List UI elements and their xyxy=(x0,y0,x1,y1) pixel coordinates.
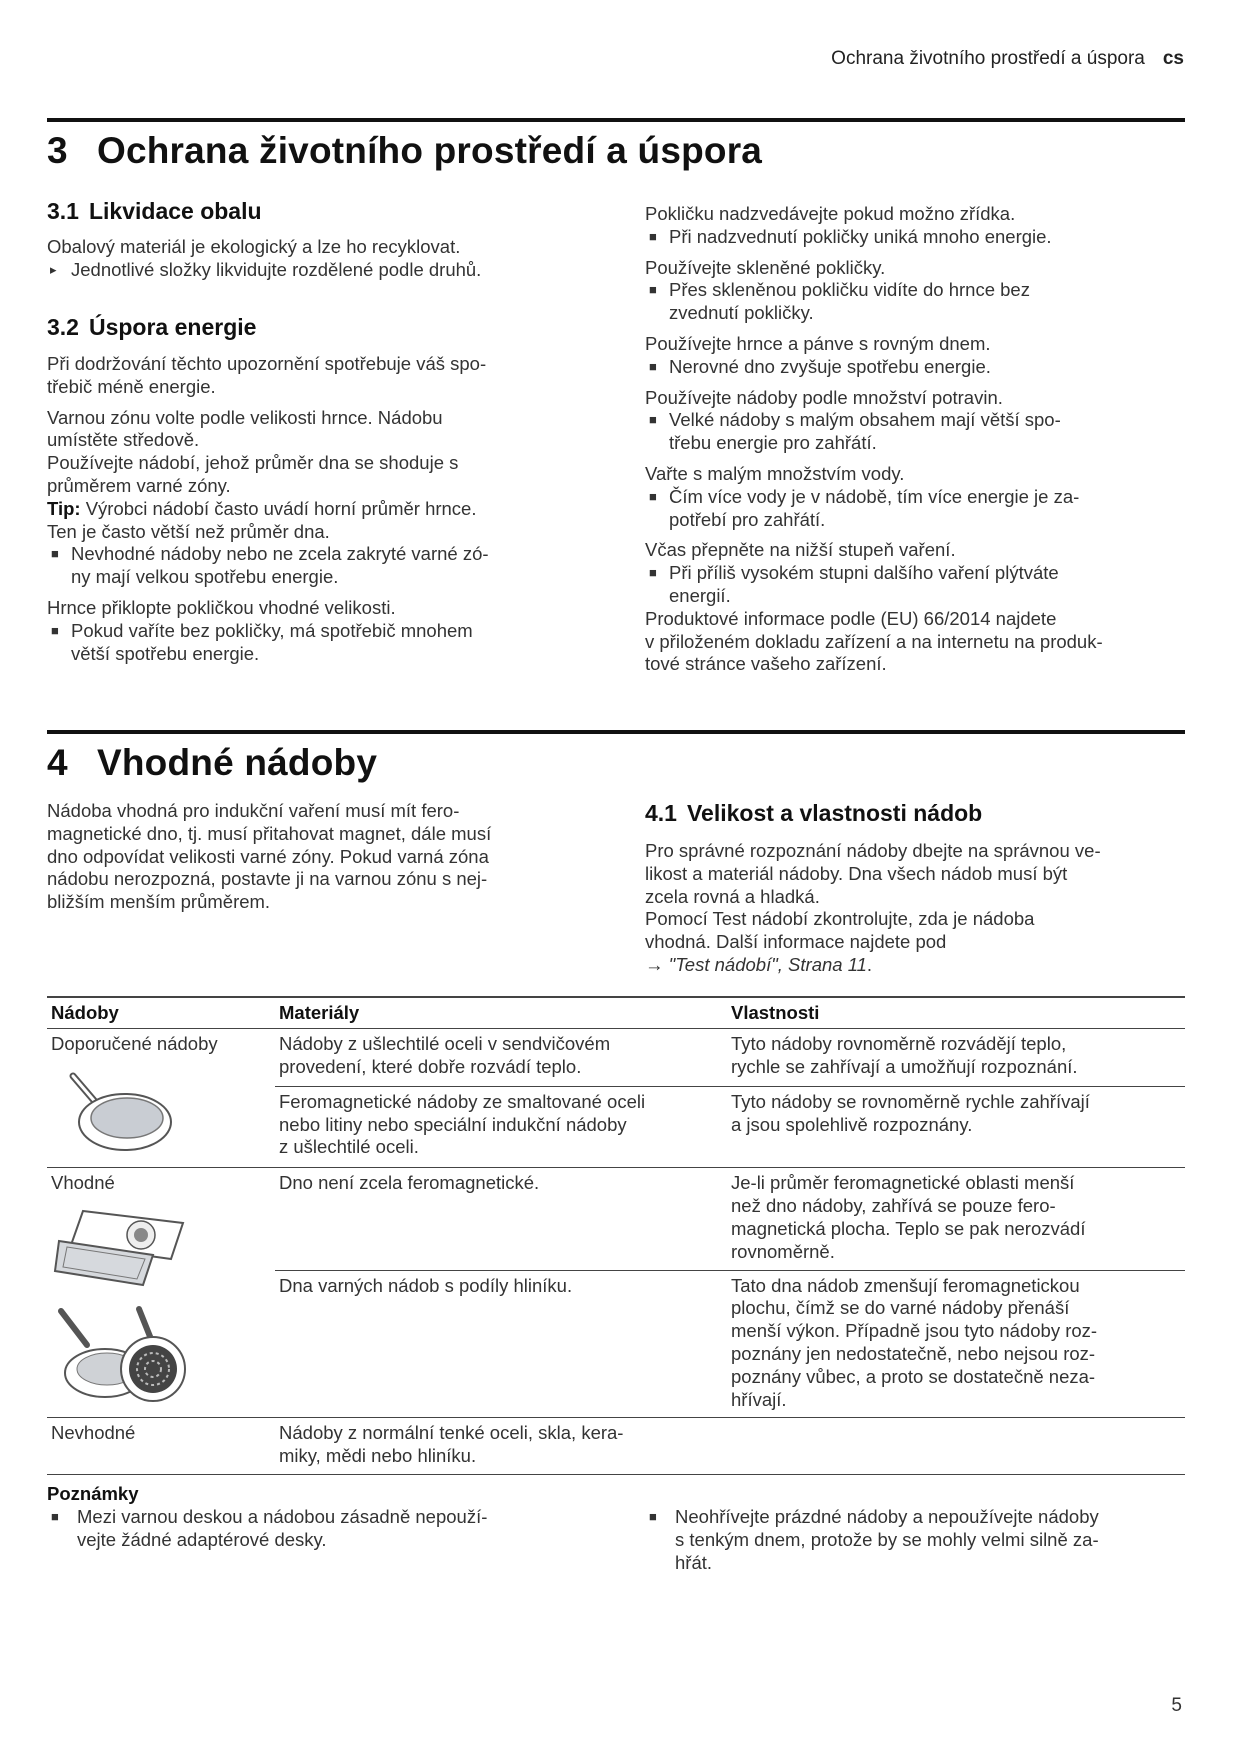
notes-title: Poznámky xyxy=(47,1483,139,1504)
grill-plate-icon xyxy=(53,1201,193,1291)
list-item: ■ Přes skleněnou pokličku vidíte do hrnce bez zvednutí pokličky. xyxy=(649,279,1030,324)
square-bullet-icon: ■ xyxy=(649,228,657,244)
list-item: ■ Nerovné dno zvyšuje spotřebu energie. xyxy=(649,355,991,377)
square-bullet-icon: ■ xyxy=(649,358,657,374)
square-bullet-icon: ■ xyxy=(51,1508,59,1524)
heading-4-1: 4.1 Velikost a vlastnosti nádob xyxy=(645,800,983,826)
section-3-2-right-text xyxy=(645,203,1190,676)
paragraph: Vařte s malým množstvím vody. xyxy=(645,462,905,484)
section-4-1-text xyxy=(645,840,1190,977)
material-cell: Feromagnetické nádoby ze smaltované oceli nebo litiny nebo speciální indukční nádoby z ušlechtilé oceli. xyxy=(275,1086,727,1168)
paragraph: Včas přepněte na nižší stupeň vaření. xyxy=(645,539,956,561)
material-cell: Nádoby z normální tenké oceli, skla, kera- miky, mědi nebo hliníku. xyxy=(275,1418,727,1475)
category-cell xyxy=(47,1168,275,1418)
cross-reference-link[interactable]: "Test nádobí", Strana 11 xyxy=(663,953,867,975)
square-bullet-icon: ■ xyxy=(51,622,59,638)
aluminium-pans-icon xyxy=(53,1305,193,1405)
square-bullet-icon: ■ xyxy=(649,1509,657,1524)
paragraph: Produktové informace podle (EU) 66/2014 najdete v přiloženém dokladu zařízení a na internetu na produk- tové stránce vašeho zařízení. xyxy=(645,607,1103,675)
paragraph: Při dodržování těchto upozornění spotřebuje váš spo- třebič méně energie. xyxy=(47,353,487,397)
paragraph: Obalový materiál je ekologický a lze ho recyklovat. xyxy=(47,236,461,257)
square-bullet-icon: ■ xyxy=(649,282,657,298)
property-cell: Tyto nádoby se rovnoměrně rychle zahřívají a jsou spolehlivě rozpoznány. xyxy=(727,1086,1185,1168)
paragraph: Používejte nádoby podle množství potravin. xyxy=(645,386,1003,408)
property-cell xyxy=(727,1418,1185,1475)
square-bullet-icon: ■ xyxy=(649,488,657,504)
column-header: Nádoby xyxy=(47,997,275,1028)
notes-right xyxy=(645,1506,1190,1574)
column-header: Vlastnosti xyxy=(727,997,1185,1028)
paragraph: Používejte hrnce a pánve s rovným dnem. xyxy=(645,332,991,354)
property-cell: Tyto nádoby rovnoměrně rozvádějí teplo, rychle se zahřívají a umožňují rozpoznání. xyxy=(727,1028,1185,1086)
category-cell: Nevhodné xyxy=(47,1418,275,1475)
paragraph: Pro správné rozpoznání nádoby dbejte na správnou ve- likost a materiál nádoby. Dna všech nádob musí být zcela rovná a hladká. Pomocí Test nádobí zkontrolujte, zda je nádoba vhodná. Další informace najdete pod → "Test nádobí", Strana 11. xyxy=(645,840,1101,975)
section-4-rule xyxy=(47,730,1185,734)
list-item: ■ Nevhodné nádoby nebo ne zcela zakryté varné zó- ny mají velkou spotřebu energie. xyxy=(51,543,489,588)
list-item: ■ Při nadzvednutí pokličky uniká mnoho energie. xyxy=(649,225,1052,247)
table-row xyxy=(47,1168,1185,1270)
notes-left xyxy=(47,1483,607,1551)
list-item: ■ Při příliš vysokém stupni dalšího vaření plýtváte energií. xyxy=(649,562,1059,606)
table-row xyxy=(47,1028,1185,1086)
list-item: ■ Velké nádoby s malým obsahem mají větší spo- třebu energie pro zahřátí. xyxy=(649,409,1061,454)
material-cell: Nádoby z ušlechtilé oceli v sendvičovém provedení, které dobře rozvádí teplo. xyxy=(275,1028,727,1086)
paragraph: Pokličku nadzvedávejte pokud možno zřídka. xyxy=(645,203,1016,224)
section-3-title: 3 Ochrana životního prostředí a úspora xyxy=(47,130,763,171)
running-header-title: Ochrana životního prostředí a úspora xyxy=(831,48,1145,69)
heading-3-2: 3.2 Úspora energie xyxy=(47,314,257,340)
square-bullet-icon: ■ xyxy=(649,565,657,581)
running-header xyxy=(831,48,1184,70)
tip: Tip: Výrobci nádobí často uvádí horní průměr hrnce. Ten je často větší než průměr dna. xyxy=(47,497,477,542)
page-number: 5 xyxy=(1171,1695,1182,1716)
paragraph: Používejte skleněné pokličky. xyxy=(645,256,886,278)
arrow-right-icon: → xyxy=(645,953,664,975)
material-cell: Dno není zcela feromagnetické. xyxy=(275,1168,727,1270)
category-label: Doporučené nádoby xyxy=(51,1032,218,1054)
material-cell: Dna varných nádob s podíly hliníku. xyxy=(275,1270,727,1418)
paragraph: Nádoba vhodná pro indukční vaření musí mít fero- magnetické dno, tj. musí přitahovat magnet, dále musí dno odpovídat velikosti varné zóny. Pokud varná zóna nádobu nerozpozná, postavte ji na varnou zónu s nej- bližším menším průměrem. xyxy=(47,800,492,913)
square-bullet-icon: ■ xyxy=(649,412,657,428)
section-4-title: 4 Vhodné nádoby xyxy=(47,742,378,783)
square-bullet-icon: ■ xyxy=(51,546,59,562)
table-row xyxy=(47,1418,1185,1475)
list-item: ■ Neohřívejte prázdné nádoby a nepoužívejte nádoby s tenkým dnem, protože by se mohly velmi silně za- hřát. xyxy=(649,1506,1099,1573)
list-item: ▸ Jednotlivé složky likvidujte rozdělené podle druhů. xyxy=(50,258,482,280)
column-header: Materiály xyxy=(275,997,727,1028)
list-item: ■ Pokud vaříte bez pokličky, má spotřebič mnohem větší spotřebu energie. xyxy=(51,619,473,664)
category-label: Vhodné xyxy=(51,1172,115,1194)
property-cell: Tato dna nádob zmenšují feromagnetickou plochu, čímž se do varné nádoby přenáší menší výkon. Případně jsou tyto nádoby roz- poznány jen nedostatečně, nebo nejsou roz- poznány vůbec, a proto se dostatečně neza- hřívají. xyxy=(727,1270,1185,1418)
list-item: ■ Mezi varnou deskou a nádobou zásadně nepouží- vejte žádné adaptérové desky. xyxy=(51,1505,488,1550)
triangle-bullet-icon: ▸ xyxy=(50,261,57,277)
section-3-2-text xyxy=(47,353,587,665)
section-3-1-text xyxy=(47,236,587,282)
property-cell: Je-li průměr feromagnetické oblasti menší než dno nádoby, zahřívá se pouze fero- magnetická plocha. Teplo se pak nerozvádí rovnoměrně. xyxy=(727,1168,1185,1270)
category-cell xyxy=(47,1028,275,1168)
list-item: ■ Čím více vody je v nádobě, tím více energie je za- potřebí pro zahřátí. xyxy=(649,485,1080,530)
paragraph: Hrnce přiklopte pokličkou vhodné velikosti. xyxy=(47,596,396,618)
heading-3-1: 3.1 Likvidace obalu xyxy=(47,198,262,224)
cookware-table xyxy=(47,997,1185,1475)
frying-pan-icon xyxy=(55,1064,175,1156)
paragraph: Varnou zónu volte podle velikosti hrnce. Nádobu umístěte středově. Používejte nádobí, jehož průměr dna se shoduje s průměrem varné zóny. xyxy=(47,406,459,496)
section-4-intro xyxy=(47,800,607,914)
table-header-row xyxy=(47,997,1185,1028)
section-3-rule xyxy=(47,118,1185,122)
language-code: cs xyxy=(1162,48,1184,69)
